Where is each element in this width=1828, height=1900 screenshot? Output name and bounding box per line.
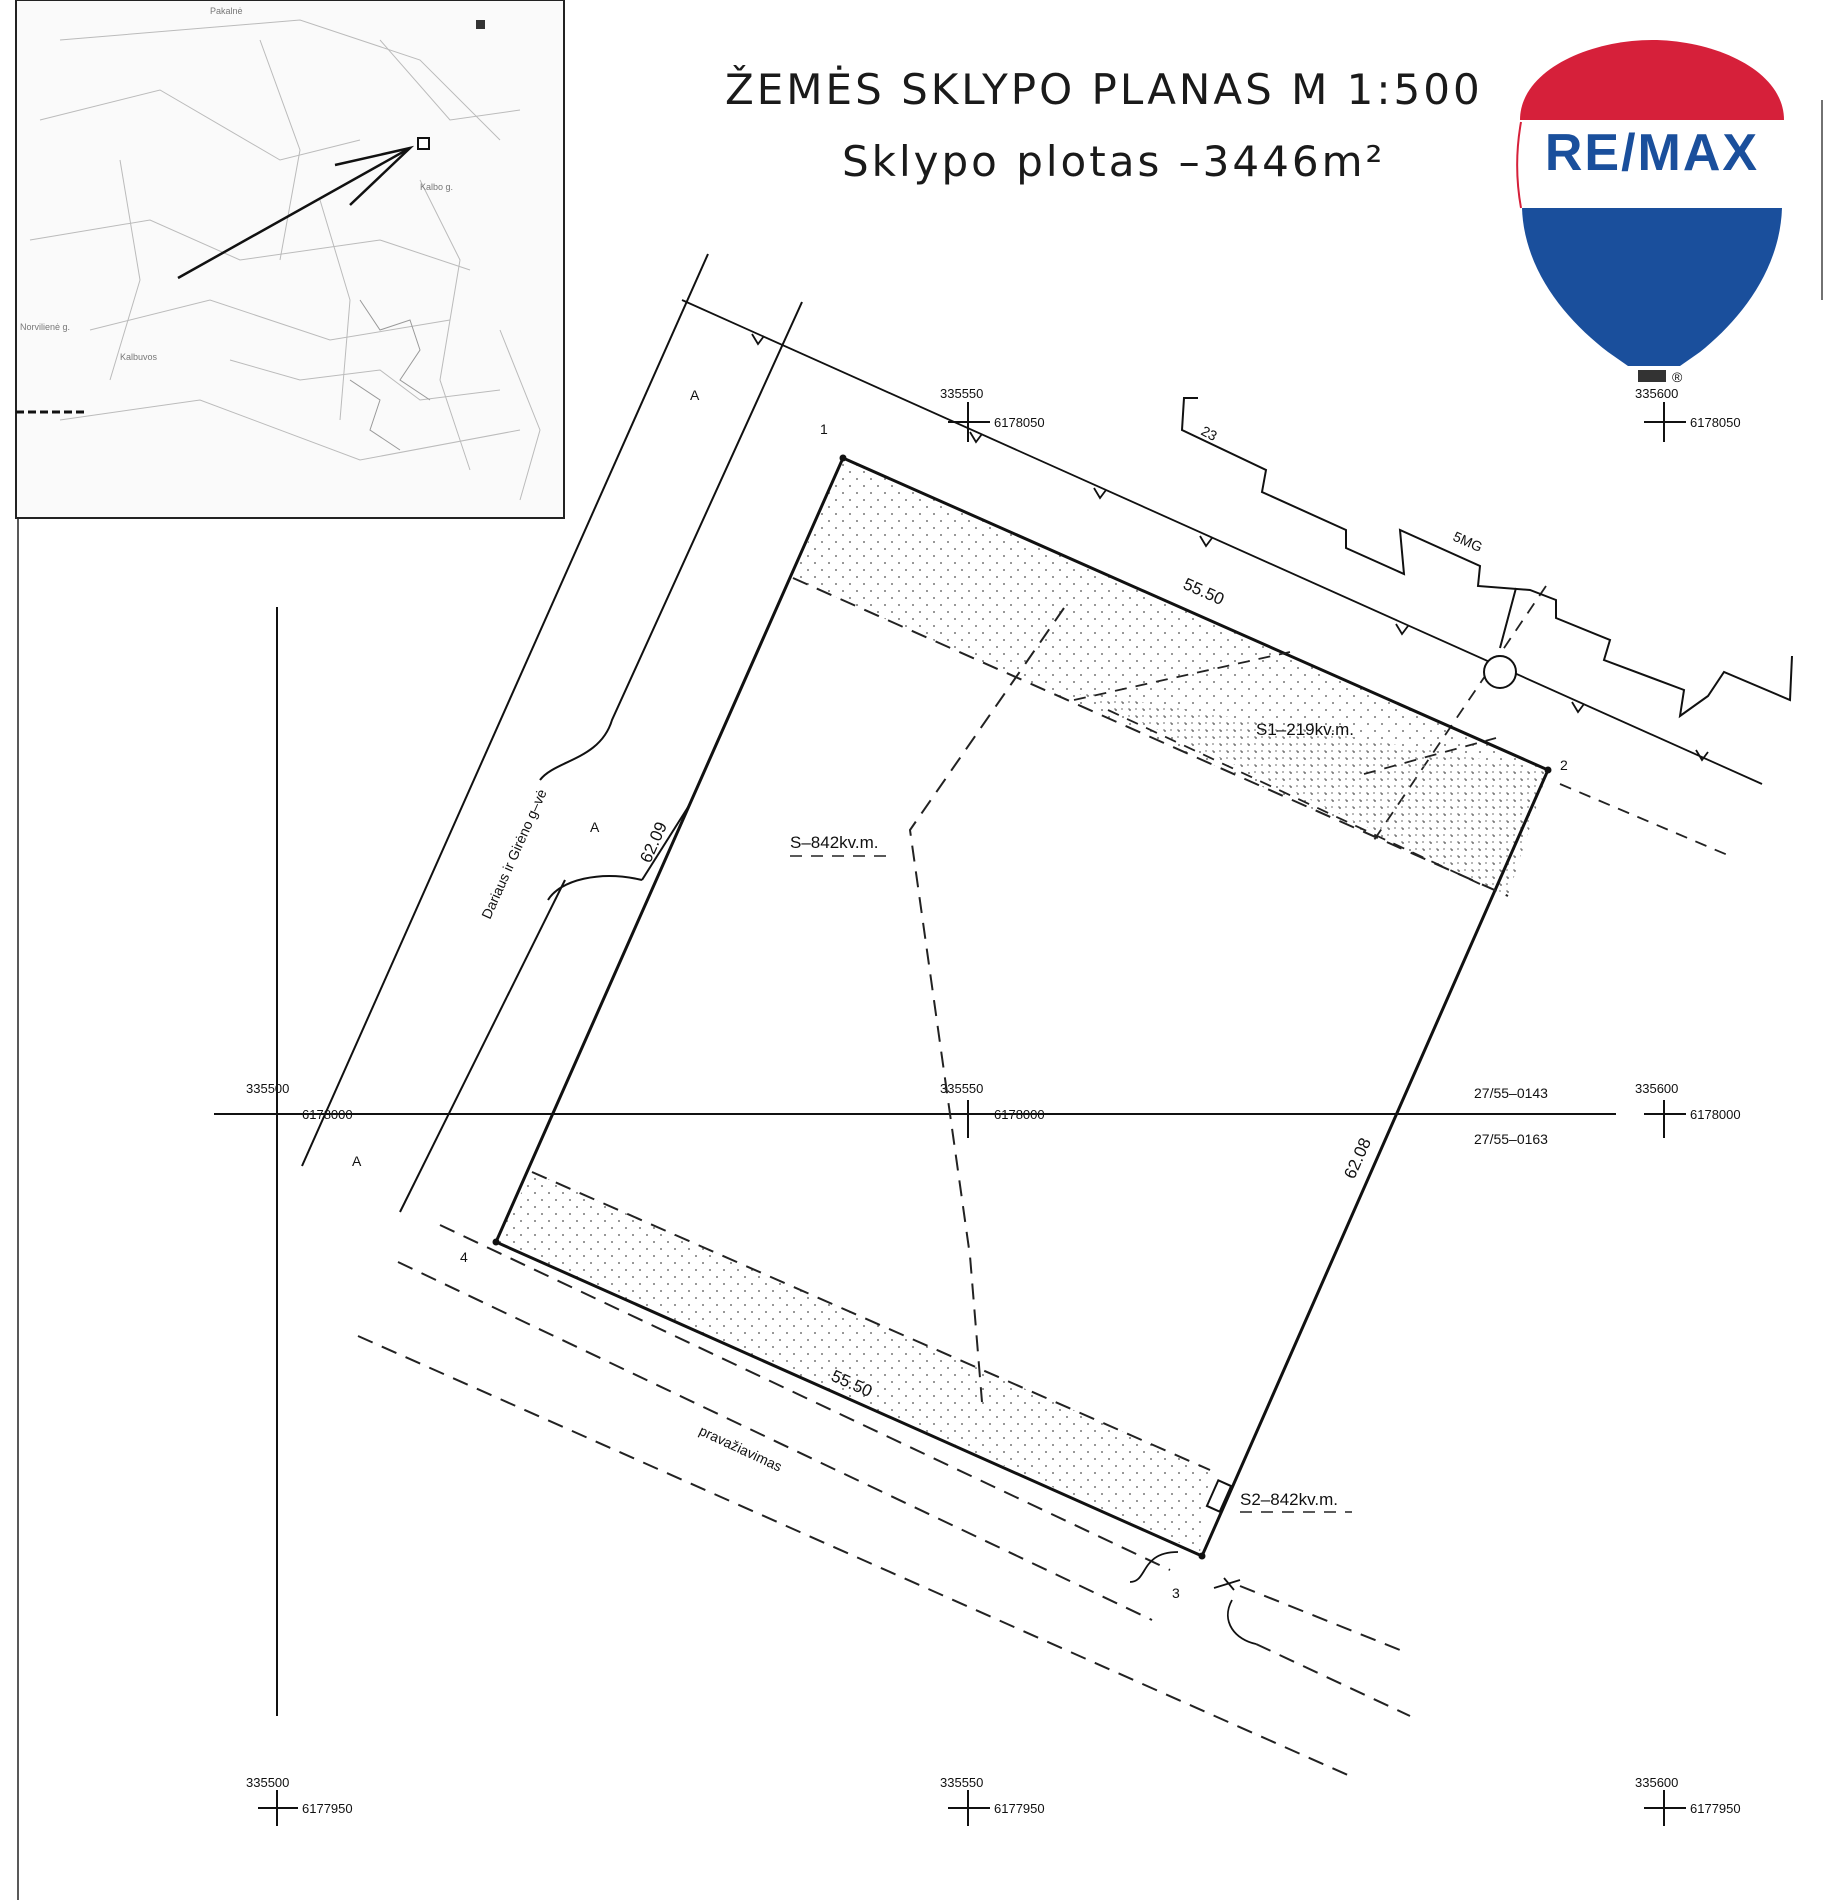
grid-x-label: 335550 — [940, 386, 984, 401]
grid-y-label: 6177950 — [1690, 1801, 1741, 1816]
plan-title: ŽEMĖS SKLYPO PLANAS M 1:500 — [725, 65, 1483, 114]
grid-x-label: 335500 — [246, 1081, 290, 1096]
corner-label-4: 4 — [460, 1249, 468, 1265]
utility-label: 5MG — [1450, 528, 1486, 556]
zone-label-a: A — [352, 1153, 362, 1169]
area-label-s2: S2–842kv.m. — [1240, 1490, 1338, 1509]
street-name: Dariaus ir Girėno g–vė — [478, 786, 550, 922]
grid-x-label: 335500 — [246, 1775, 290, 1790]
registered-mark: ® — [1672, 369, 1683, 385]
grid-y-label: 6177950 — [302, 1801, 353, 1816]
dimension-bottom: 55.50 — [828, 1366, 875, 1401]
dimension-right: 62.08 — [1340, 1135, 1375, 1182]
inset-label-1: Kalbuvos — [120, 352, 158, 362]
location-inset-map — [16, 0, 564, 518]
grid-x-label: 335600 — [1635, 1081, 1679, 1096]
area-label-s1: S1–219kv.m. — [1256, 720, 1354, 739]
remax-wordmark: RE/MAX — [1544, 124, 1760, 182]
grid-y-label: 6178050 — [994, 415, 1045, 430]
grid-x-label: 335550 — [940, 1081, 984, 1096]
utility-well-icon — [1484, 656, 1516, 688]
driveway-label: pravažiavimas — [696, 1422, 785, 1475]
grid-x-label: 335600 — [1635, 1775, 1679, 1790]
corner-label-2: 2 — [1560, 757, 1568, 773]
parcel-code-upper: 27/55–0143 — [1474, 1085, 1548, 1101]
dimension-top: 55.50 — [1180, 574, 1227, 609]
balloon-basket-icon — [1638, 370, 1666, 382]
grid-y-label: 6178000 — [994, 1107, 1045, 1122]
grid-y-label: 6178050 — [1690, 415, 1741, 430]
grid-y-label: 6178000 — [302, 1107, 353, 1122]
zone-label-a: A — [690, 387, 700, 403]
remax-logo — [1517, 40, 1786, 385]
corner-label-1: 1 — [820, 421, 828, 437]
inset-label-3: Kalbo g. — [420, 182, 454, 192]
grid-x-label: 335600 — [1635, 386, 1679, 401]
plot-area-title: Sklypo plotas –3446m² — [842, 137, 1386, 186]
grid-y-label: 6177950 — [994, 1801, 1045, 1816]
inset-label-2: Norvilienė g. — [20, 322, 71, 332]
grid-y-label: 6178000 — [1690, 1107, 1741, 1122]
area-label-s: S–842kv.m. — [790, 833, 879, 852]
corner-label-3: 3 — [1172, 1585, 1180, 1601]
parcel-code-lower: 27/55–0163 — [1474, 1131, 1548, 1147]
zone-label-a: A — [590, 819, 600, 835]
dimension-left: 62.09 — [636, 819, 671, 866]
inset-label-4: Pakalnė — [210, 6, 243, 16]
grid-x-label: 335550 — [940, 1775, 984, 1790]
neighbor-number: 23 — [1198, 422, 1220, 444]
